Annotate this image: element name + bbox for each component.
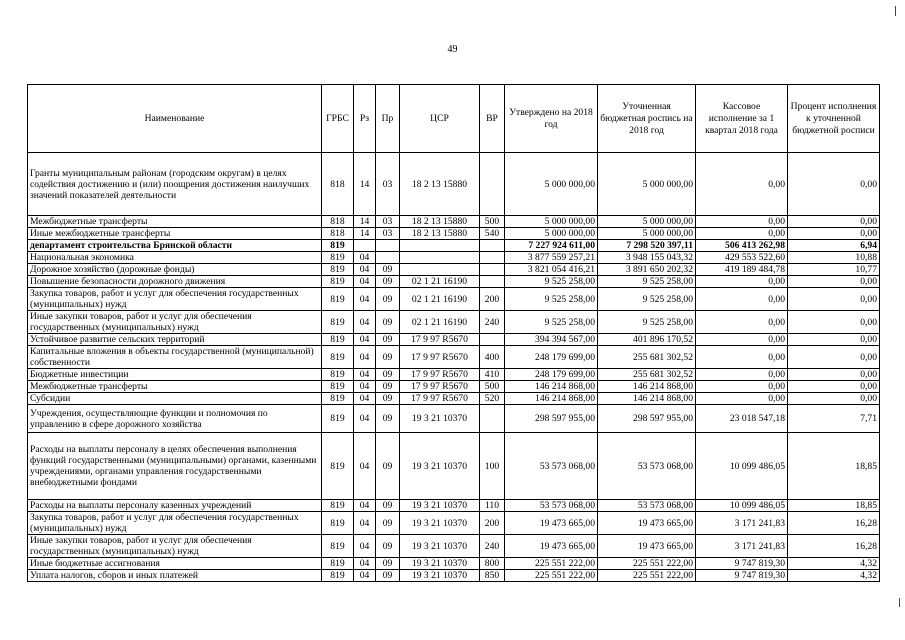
cell-percent: 0,00 (788, 369, 880, 381)
cell-pr: 03 (376, 216, 400, 228)
cell-refined: 255 681 302,52 (598, 369, 696, 381)
cell-csr (400, 240, 480, 252)
cell-percent: 10,88 (788, 252, 880, 264)
cell-name: Дорожное хозяйство (дорожные фонды) (28, 264, 322, 276)
cell-csr: 17 9 97 R5670 (400, 381, 480, 393)
cell-percent: 0,00 (788, 153, 880, 216)
cell-grbs: 819 (322, 433, 354, 500)
cell-grbs: 819 (322, 334, 354, 346)
cell-pr: 09 (376, 311, 400, 334)
table-row (28, 500, 880, 512)
cell-grbs: 819 (322, 512, 354, 535)
cell-approved: 3 877 559 257,21 (505, 252, 598, 264)
cell-pr: 09 (376, 535, 400, 558)
table-row (28, 405, 880, 433)
cell-vr (480, 264, 505, 276)
cell-refined: 225 551 222,00 (598, 570, 696, 582)
cell-percent: 7,71 (788, 405, 880, 433)
cell-cash: 0,00 (696, 216, 788, 228)
cell-percent: 16,28 (788, 512, 880, 535)
cell-name: Межбюджетные трансферты (28, 216, 322, 228)
cell-name: Иные закупки товаров, работ и услуг для обеспечения государственных (муниципальных) нужд (28, 535, 322, 558)
cell-name: департамент строительства Брянской области (28, 240, 322, 252)
cell-pr: 09 (376, 288, 400, 311)
cell-pr: 09 (376, 405, 400, 433)
cell-cash: 3 171 241,83 (696, 512, 788, 535)
cell-vr: 500 (480, 381, 505, 393)
cell-pr: 09 (376, 369, 400, 381)
table-row (28, 512, 880, 535)
cell-approved: 225 551 222,00 (505, 570, 598, 582)
cell-vr: 800 (480, 558, 505, 570)
cell-pr: 03 (376, 153, 400, 216)
cell-grbs: 819 (322, 276, 354, 288)
cell-grbs: 818 (322, 216, 354, 228)
cell-refined: 401 896 170,52 (598, 334, 696, 346)
cell-percent: 0,00 (788, 228, 880, 240)
cell-refined: 5 000 000,00 (598, 216, 696, 228)
cell-percent: 0,00 (788, 288, 880, 311)
cell-csr: 18 2 13 15880 (400, 216, 480, 228)
cell-name: Национальная экономика (28, 252, 322, 264)
cell-vr: 400 (480, 346, 505, 369)
cell-approved: 9 525 258,00 (505, 276, 598, 288)
cell-grbs: 819 (322, 381, 354, 393)
cell-refined: 255 681 302,52 (598, 346, 696, 369)
cell-vr (480, 334, 505, 346)
cell-cash: 10 099 486,05 (696, 500, 788, 512)
cell-csr: 17 9 97 R5670 (400, 334, 480, 346)
cell-name: Иные бюджетные ассигнования (28, 558, 322, 570)
cell-rz: 04 (354, 252, 376, 264)
cell-approved: 9 525 258,00 (505, 311, 598, 334)
cell-name: Межбюджетные трансферты (28, 381, 322, 393)
table-header-row (28, 85, 880, 153)
cell-name: Устойчивое развитие сельских территорий (28, 334, 322, 346)
cell-approved: 298 597 955,00 (505, 405, 598, 433)
cell-csr (400, 252, 480, 264)
cell-vr: 410 (480, 369, 505, 381)
cell-cash: 23 018 547,18 (696, 405, 788, 433)
cell-refined: 5 000 000,00 (598, 228, 696, 240)
cell-approved: 146 214 868,00 (505, 393, 598, 405)
cell-grbs: 819 (322, 405, 354, 433)
cell-refined: 9 525 258,00 (598, 276, 696, 288)
cell-vr (480, 153, 505, 216)
cell-csr: 19 3 21 10370 (400, 570, 480, 582)
header-approved: Утверждено на 2018 год (505, 85, 598, 153)
table-row (28, 558, 880, 570)
cell-approved: 53 573 068,00 (505, 500, 598, 512)
cell-csr: 02 1 21 16190 (400, 276, 480, 288)
cell-pr: 03 (376, 228, 400, 240)
cell-vr: 200 (480, 288, 505, 311)
cell-refined: 5 000 000,00 (598, 153, 696, 216)
page-edge-mark (895, 6, 896, 16)
cell-refined: 3 891 650 202,32 (598, 264, 696, 276)
table-row (28, 346, 880, 369)
cell-cash: 419 189 484,78 (696, 264, 788, 276)
table-row (28, 153, 880, 216)
table-row (28, 288, 880, 311)
cell-rz: 14 (354, 228, 376, 240)
cell-rz: 04 (354, 288, 376, 311)
cell-cash: 9 747 819,30 (696, 570, 788, 582)
cell-pr: 09 (376, 570, 400, 582)
table-row (28, 369, 880, 381)
cell-cash: 9 747 819,30 (696, 558, 788, 570)
cell-cash: 0,00 (696, 334, 788, 346)
cell-rz: 04 (354, 381, 376, 393)
cell-cash: 506 413 262,98 (696, 240, 788, 252)
cell-rz: 04 (354, 334, 376, 346)
table-row (28, 252, 880, 264)
cell-approved: 5 000 000,00 (505, 216, 598, 228)
table-row (28, 433, 880, 500)
cell-vr: 850 (480, 570, 505, 582)
cell-pr: 09 (376, 381, 400, 393)
cell-approved: 5 000 000,00 (505, 228, 598, 240)
table-row (28, 264, 880, 276)
budget-table (27, 84, 880, 582)
cell-csr: 19 3 21 10370 (400, 405, 480, 433)
cell-rz: 04 (354, 433, 376, 500)
header-name: Наименование (28, 85, 322, 153)
cell-refined: 146 214 868,00 (598, 393, 696, 405)
cell-csr: 18 2 13 15880 (400, 228, 480, 240)
cell-percent: 0,00 (788, 393, 880, 405)
cell-refined: 19 473 665,00 (598, 535, 696, 558)
cell-percent: 0,00 (788, 276, 880, 288)
header-pr: Пр (376, 85, 400, 153)
cell-approved: 248 179 699,00 (505, 346, 598, 369)
cell-csr: 02 1 21 16190 (400, 311, 480, 334)
cell-approved: 225 551 222,00 (505, 558, 598, 570)
cell-grbs: 819 (322, 393, 354, 405)
cell-pr: 09 (376, 500, 400, 512)
cell-csr: 18 2 13 15880 (400, 153, 480, 216)
page-number: 49 (447, 44, 458, 55)
cell-vr (480, 276, 505, 288)
header-grbs: ГРБС (322, 85, 354, 153)
cell-refined: 53 573 068,00 (598, 433, 696, 500)
cell-pr (376, 252, 400, 264)
cell-approved: 7 227 924 611,00 (505, 240, 598, 252)
table-row (28, 240, 880, 252)
cell-vr: 240 (480, 535, 505, 558)
table-row (28, 228, 880, 240)
cell-cash: 0,00 (696, 346, 788, 369)
cell-csr: 19 3 21 10370 (400, 558, 480, 570)
cell-rz: 04 (354, 558, 376, 570)
cell-vr: 110 (480, 500, 505, 512)
header-refined: Уточненная бюджетная роспись на 2018 год (598, 85, 696, 153)
cell-percent: 4,32 (788, 558, 880, 570)
cell-percent: 4,32 (788, 570, 880, 582)
cell-csr: 17 9 97 R5670 (400, 369, 480, 381)
cell-rz: 14 (354, 216, 376, 228)
cell-percent: 18,85 (788, 433, 880, 500)
cell-cash: 0,00 (696, 381, 788, 393)
cell-csr: 19 3 21 10370 (400, 433, 480, 500)
cell-cash: 0,00 (696, 288, 788, 311)
cell-grbs: 819 (322, 311, 354, 334)
cell-vr: 240 (480, 311, 505, 334)
cell-rz: 04 (354, 311, 376, 334)
cell-name: Учреждения, осуществляющие функции и полномочия по управлению в сфере дорожного хозяйства (28, 405, 322, 433)
cell-refined: 146 214 868,00 (598, 381, 696, 393)
table-row (28, 570, 880, 582)
cell-approved: 19 473 665,00 (505, 535, 598, 558)
cell-rz: 14 (354, 153, 376, 216)
cell-refined: 9 525 258,00 (598, 288, 696, 311)
cell-csr (400, 264, 480, 276)
cell-name: Капитальные вложения в объекты государственной (муниципальной) собственности (28, 346, 322, 369)
cell-csr: 02 1 21 16190 (400, 288, 480, 311)
cell-cash: 0,00 (696, 228, 788, 240)
cell-refined: 9 525 258,00 (598, 311, 696, 334)
cell-refined: 7 298 520 397,11 (598, 240, 696, 252)
cell-vr: 200 (480, 512, 505, 535)
cell-cash: 0,00 (696, 311, 788, 334)
cell-name: Иные закупки товаров, работ и услуг для обеспечения государственных (муниципальных) нужд (28, 311, 322, 334)
cell-percent: 10,77 (788, 264, 880, 276)
cell-approved: 53 573 068,00 (505, 433, 598, 500)
cell-pr: 09 (376, 276, 400, 288)
cell-csr: 19 3 21 10370 (400, 512, 480, 535)
cell-approved: 9 525 258,00 (505, 288, 598, 311)
cell-name: Субсидии (28, 393, 322, 405)
cell-grbs: 819 (322, 264, 354, 276)
cell-cash: 429 553 522,60 (696, 252, 788, 264)
cell-grbs: 819 (322, 288, 354, 311)
page-edge-mark (899, 598, 900, 607)
cell-grbs: 819 (322, 558, 354, 570)
cell-cash: 0,00 (696, 369, 788, 381)
cell-pr: 09 (376, 512, 400, 535)
header-percent: Процент исполнения к уточненной бюджетной росписи (788, 85, 880, 153)
table-row (28, 393, 880, 405)
cell-cash: 10 099 486,05 (696, 433, 788, 500)
table-row (28, 276, 880, 288)
cell-grbs: 818 (322, 228, 354, 240)
cell-cash: 0,00 (696, 276, 788, 288)
cell-approved: 394 394 567,00 (505, 334, 598, 346)
cell-pr: 09 (376, 558, 400, 570)
cell-vr: 540 (480, 228, 505, 240)
header-cash: Кассовое исполнение за 1 квартал 2018 года (696, 85, 788, 153)
cell-grbs: 819 (322, 535, 354, 558)
cell-name: Закупка товаров, работ и услуг для обеспечения государственных (муниципальных) нужд (28, 288, 322, 311)
table-row (28, 381, 880, 393)
cell-vr (480, 240, 505, 252)
table-row (28, 216, 880, 228)
cell-approved: 248 179 699,00 (505, 369, 598, 381)
cell-percent: 16,28 (788, 535, 880, 558)
cell-grbs: 819 (322, 369, 354, 381)
cell-name: Иные межбюджетные трансферты (28, 228, 322, 240)
cell-rz: 04 (354, 500, 376, 512)
cell-cash: 0,00 (696, 153, 788, 216)
cell-rz: 04 (354, 276, 376, 288)
cell-rz: 04 (354, 512, 376, 535)
cell-cash: 3 171 241,83 (696, 535, 788, 558)
cell-pr: 09 (376, 433, 400, 500)
cell-percent: 0,00 (788, 216, 880, 228)
header-rz: Рз (354, 85, 376, 153)
cell-grbs: 819 (322, 570, 354, 582)
cell-percent: 0,00 (788, 381, 880, 393)
cell-cash: 0,00 (696, 393, 788, 405)
cell-refined: 19 473 665,00 (598, 512, 696, 535)
cell-refined: 53 573 068,00 (598, 500, 696, 512)
cell-grbs: 819 (322, 500, 354, 512)
cell-grbs: 819 (322, 346, 354, 369)
cell-grbs: 819 (322, 252, 354, 264)
cell-rz: 04 (354, 535, 376, 558)
table-body (28, 153, 880, 582)
cell-csr: 17 9 97 R5670 (400, 393, 480, 405)
cell-rz: 04 (354, 393, 376, 405)
cell-approved: 3 821 054 416,21 (505, 264, 598, 276)
table-row (28, 334, 880, 346)
cell-rz: 04 (354, 264, 376, 276)
cell-vr (480, 405, 505, 433)
cell-rz: 04 (354, 346, 376, 369)
cell-vr: 520 (480, 393, 505, 405)
header-vr: ВР (480, 85, 505, 153)
cell-name: Расходы на выплаты персоналу казенных учреждений (28, 500, 322, 512)
cell-rz: 04 (354, 570, 376, 582)
cell-refined: 3 948 155 043,32 (598, 252, 696, 264)
cell-name: Уплата налогов, сборов и иных платежей (28, 570, 322, 582)
table-row (28, 535, 880, 558)
cell-vr: 500 (480, 216, 505, 228)
cell-percent: 0,00 (788, 334, 880, 346)
table-row (28, 311, 880, 334)
cell-vr: 100 (480, 433, 505, 500)
cell-percent: 0,00 (788, 346, 880, 369)
cell-approved: 5 000 000,00 (505, 153, 598, 216)
cell-pr: 09 (376, 393, 400, 405)
cell-name: Расходы на выплаты персоналу в целях обеспечения выполнения функций государственными (муниципальными) органами, казенными учреждениями, органами управления государственными внебюджетными фондами (28, 433, 322, 500)
cell-pr (376, 240, 400, 252)
cell-vr (480, 252, 505, 264)
cell-name: Повышение безопасности дорожного движения (28, 276, 322, 288)
cell-rz: 04 (354, 369, 376, 381)
cell-grbs: 818 (322, 153, 354, 216)
header-csr: ЦСР (400, 85, 480, 153)
cell-pr: 09 (376, 264, 400, 276)
cell-grbs: 819 (322, 240, 354, 252)
cell-pr: 09 (376, 346, 400, 369)
cell-rz (354, 240, 376, 252)
cell-name: Бюджетные инвестиции (28, 369, 322, 381)
cell-percent: 0,00 (788, 311, 880, 334)
cell-approved: 19 473 665,00 (505, 512, 598, 535)
cell-refined: 225 551 222,00 (598, 558, 696, 570)
cell-percent: 18,85 (788, 500, 880, 512)
cell-approved: 146 214 868,00 (505, 381, 598, 393)
cell-csr: 19 3 21 10370 (400, 500, 480, 512)
cell-refined: 298 597 955,00 (598, 405, 696, 433)
cell-csr: 17 9 97 R5670 (400, 346, 480, 369)
cell-csr: 19 3 21 10370 (400, 535, 480, 558)
cell-name: Закупка товаров, работ и услуг для обеспечения государственных (муниципальных) нужд (28, 512, 322, 535)
cell-rz: 04 (354, 405, 376, 433)
cell-percent: 6,94 (788, 240, 880, 252)
cell-pr: 09 (376, 334, 400, 346)
cell-name: Гранты муниципальным районам (городским округам) в целях содействия достижению и (или) поощрения достижения наилучших значений показателей деятельности (28, 153, 322, 216)
